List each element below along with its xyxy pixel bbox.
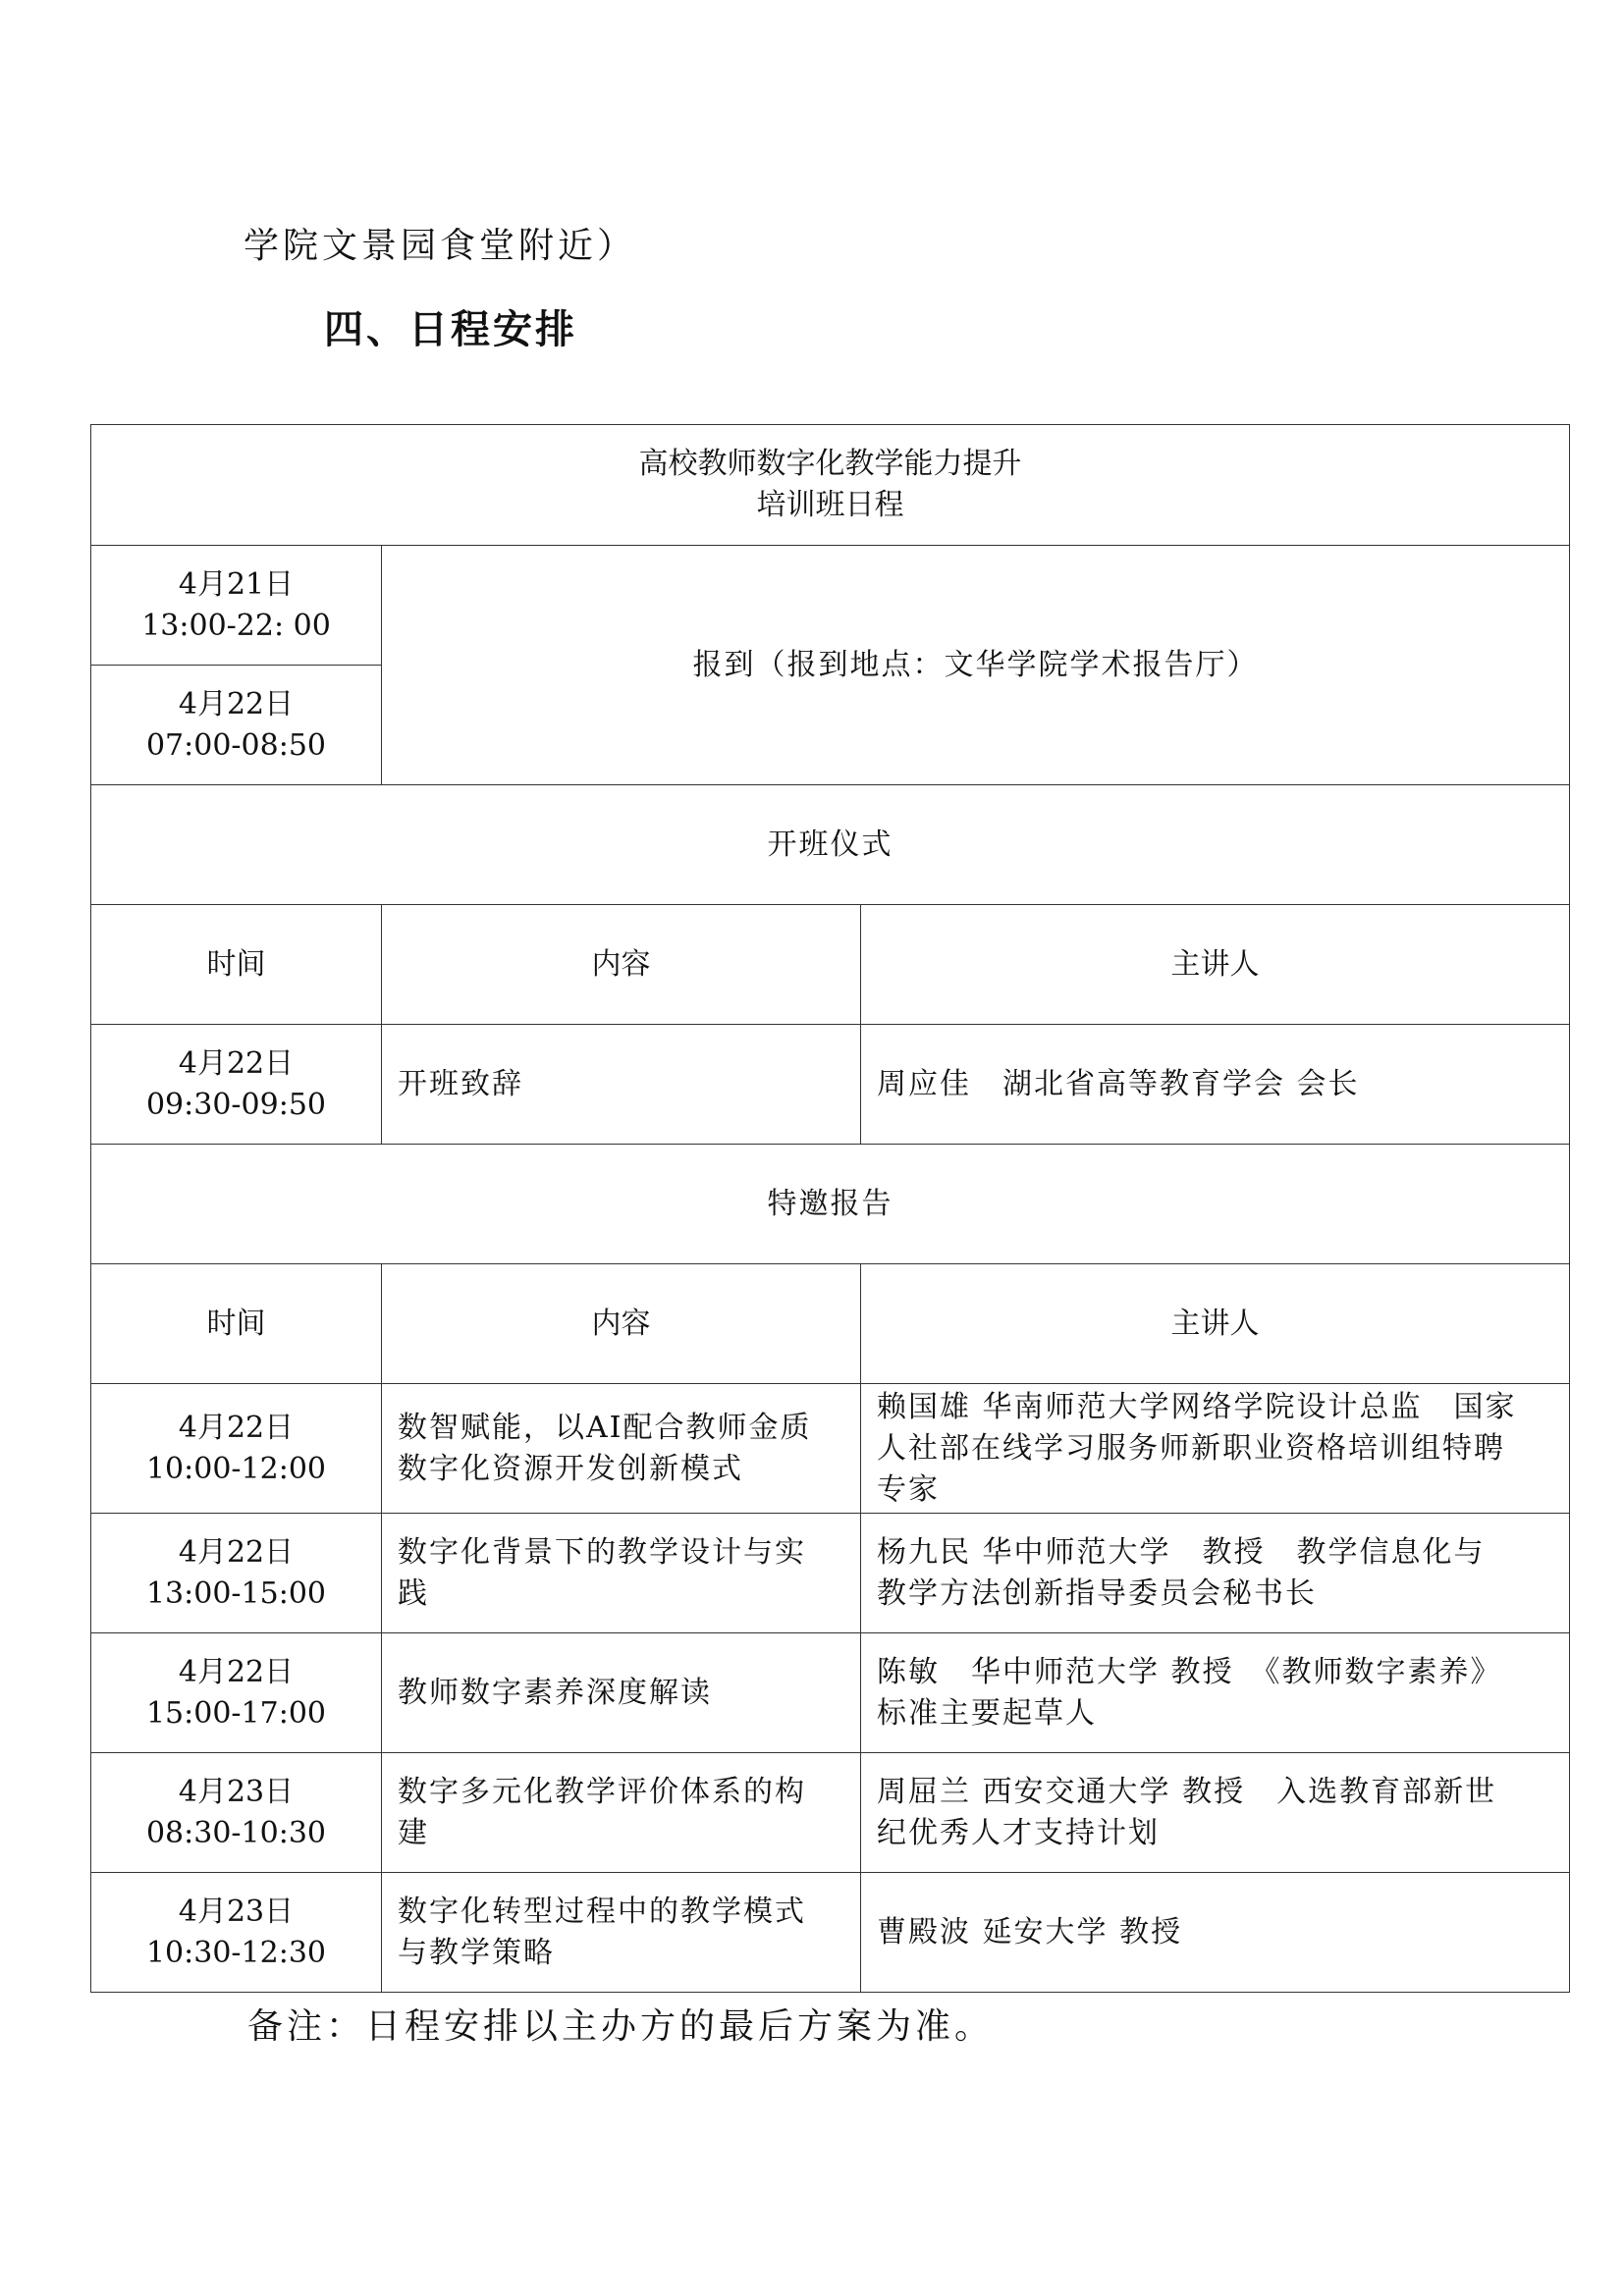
registration-row-1 — [91, 546, 1570, 666]
continuation-text: 学院文景园食堂附近） — [244, 226, 637, 266]
report-time-range: 08:30-10:30 — [145, 1815, 327, 1850]
opening-row — [91, 1025, 1570, 1145]
report-speaker-line: 教学方法创新指导委员会秘书长 — [877, 1575, 1317, 1611]
header-speaker: 主讲人 — [861, 1264, 1570, 1384]
report-date: 4月22日 — [178, 1654, 295, 1689]
report-speaker — [861, 1633, 1570, 1753]
report-speaker-line: 周屈兰 西安交通大学 教授 入选教育部新世 — [877, 1774, 1497, 1809]
reg1-date: 4月21日 — [178, 566, 295, 602]
report-time-range: 15:00-17:00 — [145, 1695, 327, 1731]
reports-section-title: 特邀报告 — [91, 1145, 1570, 1264]
report-speaker-line: 标准主要起草人 — [877, 1695, 1097, 1731]
report-content — [382, 1514, 861, 1633]
report-time-range: 10:00-12:00 — [145, 1451, 327, 1486]
report-date: 4月23日 — [178, 1894, 295, 1929]
report-content-line: 践 — [398, 1575, 429, 1611]
report-speaker — [861, 1514, 1570, 1633]
opening-date: 4月22日 — [178, 1045, 295, 1081]
table-title-row — [91, 425, 1570, 546]
report-time — [91, 1514, 382, 1633]
report-content — [382, 1873, 861, 1993]
report-time — [91, 1873, 382, 1993]
section-heading: 四、日程安排 — [324, 307, 577, 352]
report-time-range: 13:00-15:00 — [145, 1575, 327, 1611]
footnote: 备注：日程安排以主办方的最后方案为准。 — [247, 2006, 995, 2047]
report-content-line: 建 — [398, 1815, 429, 1850]
report-date: 4月22日 — [178, 1410, 295, 1445]
report-speaker-line: 人社部在线学习服务师新职业资格培训组特聘 — [877, 1430, 1505, 1466]
report-content-line: 数字化背景下的教学设计与实 — [398, 1534, 806, 1570]
table-title — [91, 425, 1570, 546]
registration-slot-1 — [91, 546, 382, 666]
table-title-line1: 高校教师数字化教学能力提升 — [638, 447, 1022, 481]
report-time — [91, 1384, 382, 1514]
report-time — [91, 1633, 382, 1753]
report-speaker-line: 纪优秀人才支持计划 — [877, 1815, 1160, 1850]
header-speaker: 主讲人 — [861, 905, 1570, 1025]
report-speaker-line: 赖国雄 华南师范大学网络学院设计总监 国家 — [877, 1389, 1517, 1424]
schedule-table — [90, 424, 1570, 1993]
reg1-time: 13:00-22: 00 — [141, 608, 331, 643]
opening-header-row — [91, 905, 1570, 1025]
report-content-line: 数字多元化教学评价体系的构 — [398, 1774, 806, 1809]
reports-section-row — [91, 1145, 1570, 1264]
registration-slot-2 — [91, 666, 382, 785]
report-content-line: 与教学策略 — [398, 1935, 555, 1970]
header-time: 时间 — [91, 1264, 382, 1384]
report-speaker — [861, 1384, 1570, 1514]
opening-section-title: 开班仪式 — [91, 785, 1570, 905]
report-speaker-line: 杨九民 华中师范大学 教授 教学信息化与 — [877, 1534, 1486, 1570]
report-date: 4月23日 — [178, 1774, 295, 1809]
opening-section-row — [91, 785, 1570, 905]
report-content-line: 数智赋能，以AI配合教师金质 — [398, 1410, 812, 1445]
header-time: 时间 — [91, 905, 382, 1025]
table-row — [91, 1633, 1570, 1753]
report-content — [382, 1633, 861, 1753]
header-content: 内容 — [382, 905, 861, 1025]
report-date: 4月22日 — [178, 1534, 295, 1570]
report-content-line: 教师数字素养深度解读 — [398, 1675, 712, 1710]
table-row — [91, 1384, 1570, 1514]
table-title-line2: 培训班日程 — [756, 488, 904, 522]
reg2-time: 07:00-08:50 — [145, 727, 327, 763]
report-speaker — [861, 1873, 1570, 1993]
table-row — [91, 1873, 1570, 1993]
report-content-line: 数字化转型过程中的教学模式 — [398, 1894, 806, 1929]
table-row — [91, 1753, 1570, 1873]
report-time — [91, 1753, 382, 1873]
registration-content: 报到（报到地点：文华学院学术报告厅） — [382, 546, 1570, 785]
report-time-range: 10:30-12:30 — [145, 1935, 327, 1970]
opening-time-range: 09:30-09:50 — [145, 1087, 327, 1122]
report-speaker-line: 陈敏 华中师范大学 教授 《教师数字素养》 — [877, 1654, 1502, 1689]
report-content-line: 数字化资源开发创新模式 — [398, 1451, 743, 1486]
table-row — [91, 1514, 1570, 1633]
report-speaker-line: 专家 — [877, 1471, 940, 1507]
opening-content: 开班致辞 — [382, 1025, 861, 1145]
reports-header-row — [91, 1264, 1570, 1384]
report-content — [382, 1753, 861, 1873]
opening-time — [91, 1025, 382, 1145]
opening-speaker: 周应佳 湖北省高等教育学会 会长 — [861, 1025, 1570, 1145]
report-speaker — [861, 1753, 1570, 1873]
report-content — [382, 1384, 861, 1514]
reg2-date: 4月22日 — [178, 686, 295, 721]
report-speaker-line: 曹殿波 延安大学 教授 — [877, 1914, 1183, 1949]
header-content: 内容 — [382, 1264, 861, 1384]
